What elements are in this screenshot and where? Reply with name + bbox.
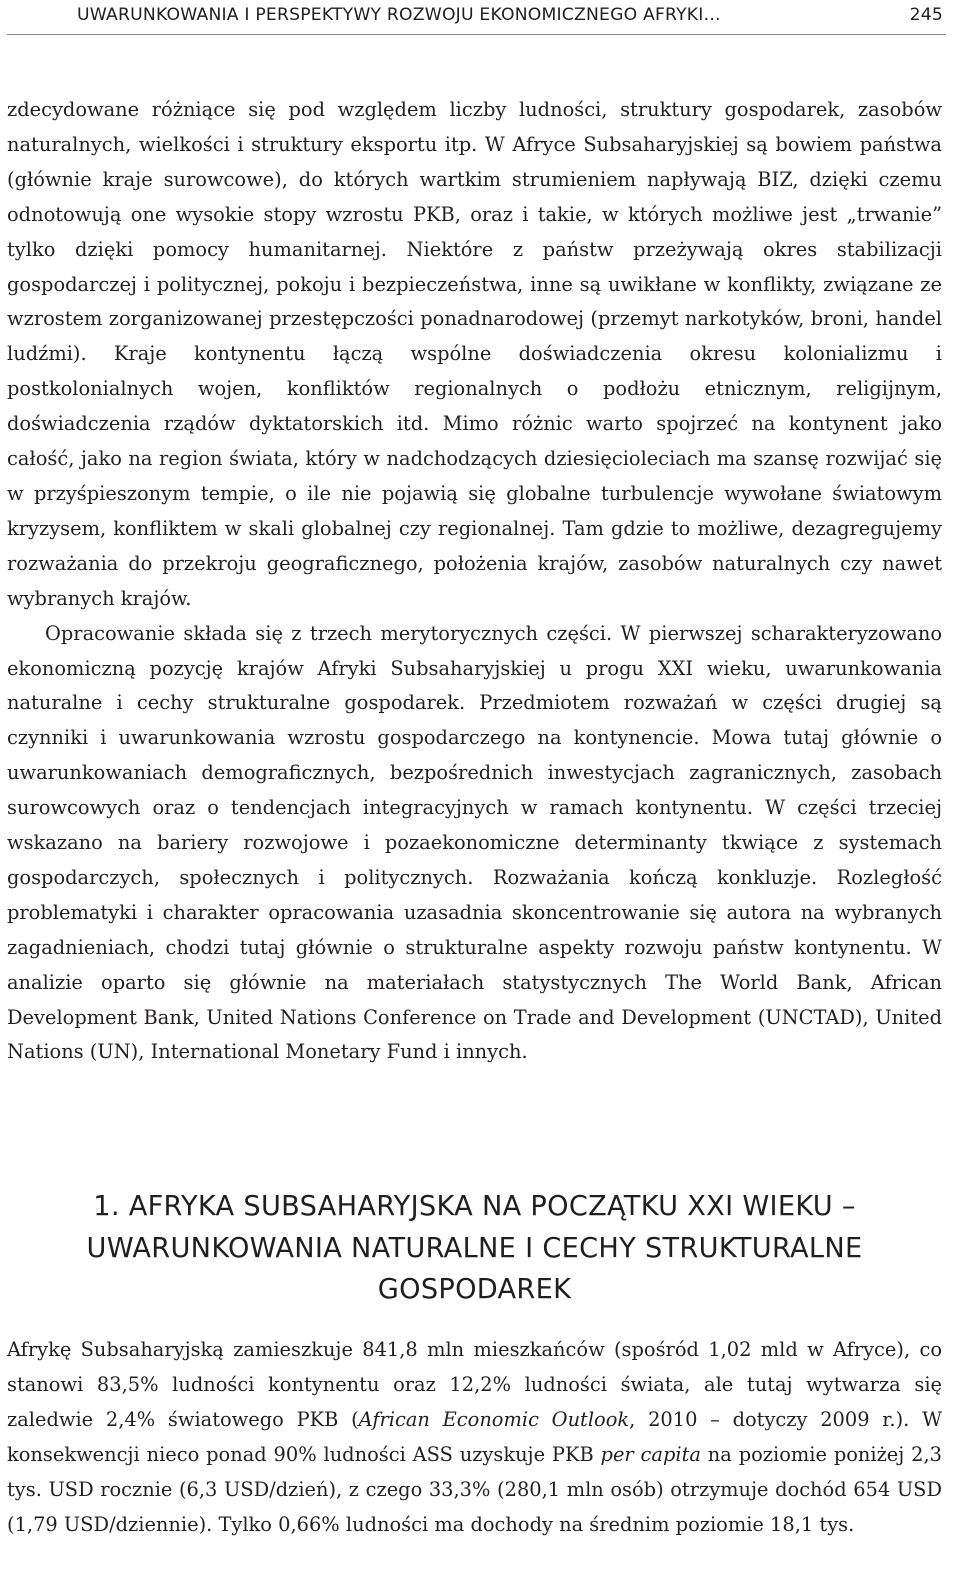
section-heading-line-3: GOSPODAREK (377, 1274, 572, 1305)
section-heading (7, 1186, 942, 1311)
section-paragraph-1-text-3: na poziomie poniżej 2,3 tys. USD rocznie (6,3 USD/dzień), z czego 33,3% (280,1 mln osób) otrzymuje dochód 654 USD (1,79 USD/dziennie). Tylko 0,66% ludności ma dochody na średnim poziomie 18,1 tys. (7, 1442, 942, 1536)
section-paragraph-1-text-1: Afrykę Subsaharyjską zamieszkuje 841,8 mln mieszkańców (spośród 1,02 mld w Afryce), co stanowi 83,5% ludności kontynentu oraz 12,2% ludności świata, ale tutaj wytwarza się zaledwie 2,4% światowego PKB ( (7, 1338, 942, 1431)
section-paragraph-1-text-2: , 2010 – dotyczy 2009 r.). W konsekwencji nieco ponad 90% ludności ASS uzyskuje PKB (7, 1407, 942, 1466)
section-paragraph-1 (7, 1333, 942, 1542)
intro-paragraph-2: Opracowanie składa się z trzech merytorycznych części. W pierwszej scharakteryzowano ekonomiczną pozycję krajów Afryki Subsaharyjskiej u progu XXI wieku, uwarunkowania naturalne i cechy strukturalne gospodarek. Przedmiotem rozważań w części drugiej są czynniki i uwarunkowania wzrostu gospodarczego na kontynencie. Mowa tutaj głównie o uwarunkowaniach demograficznych, bezpośrednich inwestycjach zagranicznych, zasobach surowcowych oraz o tendencjach integracyjnych w ramach kontynentu. W części trzeciej wskazano na bariery rozwojowe i pozaekonomiczne determinanty tkwiące z systemach gospodarczych, społecznych i politycznych. Rozważania kończą konkluzje. Rozległość problematyki i charakter opracowania uzasadnia skoncentrowanie się autora na wybranych zagadnieniach, chodzi tutaj głównie o strukturalne aspekty rozwoju państw kontynentu. W analizie oparto się głównie na materiałach statystycznych The World Bank, African Development Bank, United Nations Conference on Trade and Development (UNCTAD), United Nations (UN), International Monetary Fund i innych. (7, 621, 942, 1064)
section-body (7, 1333, 942, 1542)
running-header (7, 4, 946, 35)
intro-body (7, 93, 942, 1070)
running-title: UWARUNKOWANIA I PERSPEKTYWY ROZWOJU EKONOMICZNEGO AFRYKI… (77, 5, 721, 25)
section-heading-line-2: UWARUNKOWANIA NATURALNE I CECHY STRUKTURALNE (86, 1232, 863, 1264)
section-heading-line-1: 1. AFRYKA SUBSAHARYJSKA NA POCZĄTKU XXI WIEKU – (93, 1191, 856, 1222)
intro-paragraph-1: zdecydowane różniące się pod względem liczby ludności, struktury gospodarek, zasobów naturalnych, wielkości i struktury eksportu itp. W Afryce Subsaharyjskiej są bowiem państwa (głównie kraje surowcowe), do których wartkim strumieniem napływają BIZ, dzięki czemu odnotowują one wysokie stopy wzrostu PKB, oraz i takie, w których możliwe jest „trwanie” tylko dzięki pomocy humanitarnej. Niektóre z państw przeżywają okres stabilizacji gospodarczej i politycznej, pokoju i bezpieczeństwa, inne są uwikłane w konflikty, związane ze wzrostem zorganizowanej przestępczości ponadnarodowej (przemyt narkotyków, broni, handel ludźmi). Kraje kontynentu łączą wspólne doświadczenia okresu kolonializmu i postkolonialnych wojen, konfliktów regionalnych o podłożu etnicznym, religijnym, doświadczenia rządów dyktatorskich itd. Mimo różnic warto spojrzeć na kontynent jako całość, jako na region świata, który w nadchodzących dziesięcioleciach ma szansę rozwijać się w przyśpieszonym tempie, o ile nie pojawią się globalne turbulencje wywołane światowym kryzysem, konfliktem w skali globalnej czy regionalnej. Tam gdzie to możliwe, dezagregujemy rozważania do przekroju geograficznego, położenia krajów, zasobów naturalnych czy nawet wybranych krajów. (7, 98, 942, 610)
per-capita-italic: per capita (600, 1442, 701, 1466)
page-number: 245 (909, 5, 943, 25)
source-title-italic: African Economic Outlook (358, 1407, 630, 1431)
